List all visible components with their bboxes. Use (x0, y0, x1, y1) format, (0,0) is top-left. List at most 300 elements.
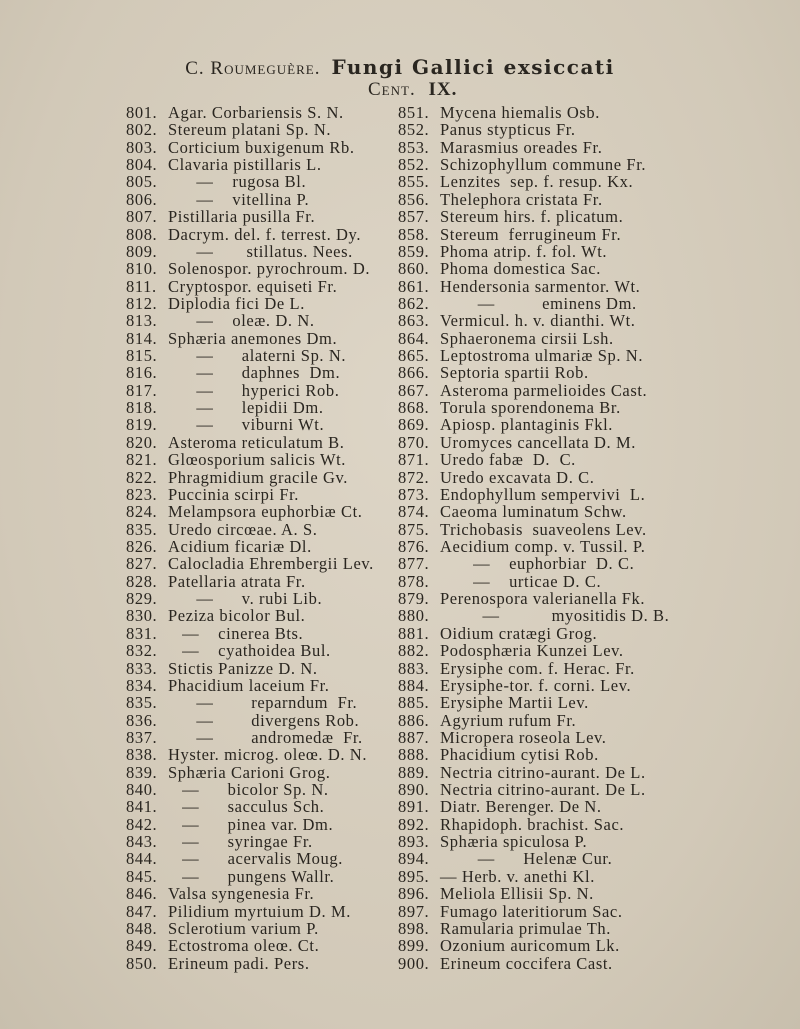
specimen-name: Uredo fabæ D. C. (440, 450, 576, 470)
specimen-number: 811. (126, 276, 157, 296)
specimen-name: — euphorbiar D. C. (440, 554, 635, 574)
list-item (398, 295, 668, 312)
list-item (398, 191, 668, 208)
specimen-name: Stictis Panizze D. N. (168, 658, 318, 678)
specimen-name: Solenospor. pyrochroum. D. (168, 259, 371, 279)
specimen-number: 807. (126, 207, 158, 227)
specimen-number: 855. (398, 172, 430, 192)
list-item (126, 746, 396, 763)
specimen-name: — acervalis Moug. (168, 849, 343, 869)
list-item (126, 260, 396, 277)
specimen-name: Valsa syngenesia Fr. (168, 884, 315, 904)
specimen-number: 847. (126, 901, 158, 921)
specimen-number: 875. (398, 519, 430, 539)
specimen-number: 801. (126, 103, 158, 122)
specimen-number: 867. (398, 380, 430, 400)
specimen-number: 853. (398, 137, 430, 157)
list-item (126, 764, 396, 781)
specimen-number: 818. (126, 398, 158, 418)
specimen-name: Phacidium laceium Fr. (168, 675, 330, 695)
specimen-name: Septoria spartii Rob. (440, 363, 589, 383)
specimen-name: Stereum hirs. f. plicatum. (440, 207, 624, 227)
specimen-number: 841. (126, 797, 158, 817)
specimen-name: — Helenæ Cur. (440, 849, 613, 869)
list-item (398, 121, 668, 138)
list-item (126, 295, 396, 312)
specimen-number: 806. (126, 189, 158, 209)
specimen-number: 815. (126, 346, 158, 366)
specimen-number: 871. (398, 450, 430, 470)
list-item (398, 833, 668, 850)
specimen-name: Lenzites sep. f. resup. Kx. (440, 172, 634, 192)
specimen-name: Mycena hiemalis Osb. (440, 103, 601, 122)
specimen-number: 861. (398, 276, 430, 296)
list-item (126, 555, 396, 572)
list-item (398, 226, 668, 243)
list-item (126, 434, 396, 451)
specimen-name: — vitellina P. (168, 189, 310, 209)
specimen-name: — andromedæ Fr. (168, 727, 363, 747)
specimen-number: 844. (126, 849, 158, 869)
specimen-number: 840. (126, 780, 158, 800)
specimen-number: 816. (126, 363, 158, 383)
list-item (398, 260, 668, 277)
list-item (126, 139, 396, 156)
specimen-name: Podosphæria Kunzei Lev. (440, 641, 624, 661)
specimen-number: 817. (126, 380, 158, 400)
specimen-list-right (398, 104, 668, 972)
list-item (398, 243, 668, 260)
specimen-name: Sphaeronema cirsii Lsh. (440, 328, 614, 348)
specimen-name: Vermicul. h. v. dianthi. Wt. (440, 311, 636, 331)
specimen-name: — rugosa Bl. (168, 172, 307, 192)
list-item (126, 503, 396, 520)
list-item (126, 226, 396, 243)
specimen-number: 876. (398, 536, 430, 556)
list-item (398, 434, 668, 451)
specimen-name: Panus stypticus Fr. (440, 120, 576, 140)
specimen-name: Erysiphe-tor. f. corni. Lev. (440, 675, 632, 695)
specimen-name: Micropera roseola Lev. (440, 727, 607, 747)
list-item (126, 173, 396, 190)
specimen-name: Marasmius oreades Fr. (440, 137, 603, 157)
list-item (398, 399, 668, 416)
collection-title: Fungi Gallici exsiccati (331, 55, 615, 79)
specimen-number: 889. (398, 762, 430, 782)
list-item (126, 903, 396, 920)
specimen-number: 862. (398, 293, 430, 313)
specimen-number: 812. (126, 293, 158, 313)
specimen-name: Ozonium auricomum Lk. (440, 936, 620, 956)
specimen-name: Cryptospor. equiseti Fr. (168, 276, 338, 296)
list-item (126, 243, 396, 260)
specimen-number: 898. (398, 918, 430, 938)
specimen-name: — bicolor Sp. N. (168, 780, 329, 800)
list-item (398, 139, 668, 156)
specimen-number: 868. (398, 398, 430, 418)
specimen-name: Glœosporium salicis Wt. (168, 450, 347, 470)
specimen-name: — urticae D. C. (440, 571, 602, 591)
list-item (398, 816, 668, 833)
list-item (398, 173, 668, 190)
specimen-number: 895. (398, 866, 430, 886)
list-item (398, 590, 668, 607)
specimen-name: Clavaria pistillaris L. (168, 155, 322, 175)
list-item (126, 364, 396, 381)
specimen-number: 869. (398, 415, 430, 435)
specimen-number: 866. (398, 363, 430, 383)
specimen-name: Hendersonia sarmentor. Wt. (440, 276, 641, 296)
specimen-name: — myositidis D. B. (440, 606, 670, 626)
specimen-list-left (126, 104, 396, 972)
list-item (126, 868, 396, 885)
specimen-number: 846. (126, 884, 158, 904)
list-item (398, 573, 668, 590)
specimen-name: Leptostroma ulmariæ Sp. N. (440, 346, 644, 366)
specimen-name: — reparndum Fr. (168, 693, 358, 713)
specimen-number: 892. (398, 814, 430, 834)
specimen-name: — divergens Rob. (168, 710, 360, 730)
specimen-number: 839. (126, 762, 158, 782)
specimen-name: Nectria citrino-aurant. De L. (440, 780, 646, 800)
list-item (126, 486, 396, 503)
specimen-number: 803. (126, 137, 158, 157)
specimen-number: 859. (398, 241, 430, 261)
specimen-number: 851. (398, 103, 430, 122)
specimen-name: — oleæ. D. N. (168, 311, 315, 331)
century-line (368, 79, 457, 101)
specimen-number: 827. (126, 554, 158, 574)
specimen-name: Stereum platani Sp. N. (168, 120, 332, 140)
specimen-number: 873. (398, 484, 430, 504)
list-item (126, 607, 396, 624)
specimen-name: Erysiphe com. f. Herac. Fr. (440, 658, 635, 678)
specimen-name: Schizophyllum commune Fr. (440, 155, 647, 175)
list-item (126, 156, 396, 173)
specimen-name: — Herb. v. anethi Kl. (440, 866, 595, 886)
list-item (126, 642, 396, 659)
list-item (398, 677, 668, 694)
specimen-name: Puccinia scirpi Fr. (168, 484, 300, 504)
specimen-name: — daphnes Dm. (168, 363, 341, 383)
specimen-name: — stillatus. Nees. (168, 241, 353, 261)
list-item (126, 712, 396, 729)
century-number: IX. (428, 79, 458, 100)
specimen-number: 856. (398, 189, 430, 209)
specimen-number: 893. (398, 832, 430, 852)
list-item (126, 451, 396, 468)
specimen-name: Dacrym. del. f. terrest. Dy. (168, 224, 362, 244)
specimen-number: 848. (126, 918, 158, 938)
list-item (398, 312, 668, 329)
specimen-name: Nectria citrino-aurant. De L. (440, 762, 646, 782)
specimen-name: Stereum ferrugineum Fr. (440, 224, 622, 244)
list-item (126, 278, 396, 295)
list-item (126, 781, 396, 798)
specimen-name: Meliola Ellisii Sp. N. (440, 884, 594, 904)
specimen-name: Oidium cratægi Grog. (440, 623, 598, 643)
specimen-name: Acidium ficariæ Dl. (168, 536, 312, 556)
specimen-number: 835. (126, 693, 158, 713)
specimen-number: 843. (126, 832, 158, 852)
list-item (126, 937, 396, 954)
specimen-number: 819. (126, 415, 158, 435)
list-item (126, 191, 396, 208)
list-item (398, 521, 668, 538)
specimen-number: 837. (126, 727, 158, 747)
list-item (126, 469, 396, 486)
list-item (398, 746, 668, 763)
specimen-number: 852. (398, 155, 430, 175)
specimen-name: Calocladia Ehrembergii Lev. (168, 554, 374, 574)
list-item (126, 538, 396, 555)
specimen-name: Aecidium comp. v. Tussil. P. (440, 536, 646, 556)
list-item (398, 607, 668, 624)
list-item (126, 521, 396, 538)
specimen-number: 900. (398, 953, 430, 973)
specimen-name: Diplodia fici De L. (168, 293, 305, 313)
specimen-name: Rhapidoph. brachist. Sac. (440, 814, 625, 834)
specimen-name: — pungens Wallr. (168, 866, 335, 886)
specimen-name: Perenospora valerianella Fk. (440, 589, 646, 609)
list-item (126, 850, 396, 867)
list-item (398, 642, 668, 659)
specimen-name: Corticium buxigenum Rb. (168, 137, 355, 157)
list-item (126, 798, 396, 815)
specimen-name: Phoma domestica Sac. (440, 259, 601, 279)
author-name: C. Roumeguère. (185, 58, 321, 79)
list-item (398, 903, 668, 920)
specimen-name: Melampsora euphorbiæ Ct. (168, 502, 363, 522)
list-item (398, 538, 668, 555)
list-item (126, 816, 396, 833)
specimen-name: Peziza bicolor Bul. (168, 606, 306, 626)
specimen-name: Thelephora cristata Fr. (440, 189, 603, 209)
specimen-number: 829. (126, 589, 158, 609)
specimen-name: — sacculus Sch. (168, 797, 325, 817)
list-item (398, 781, 668, 798)
specimen-number: 874. (398, 502, 430, 522)
list-item (398, 469, 668, 486)
specimen-number: 810. (126, 259, 158, 279)
list-item (398, 798, 668, 815)
list-item (126, 399, 396, 416)
specimen-number: 835. (126, 519, 158, 539)
specimen-number: 890. (398, 780, 430, 800)
specimen-name: — pinea var. Dm. (168, 814, 334, 834)
specimen-number: 865. (398, 346, 430, 366)
specimen-number: 877. (398, 554, 430, 574)
specimen-number: 858. (398, 224, 430, 244)
list-item (126, 694, 396, 711)
list-item (398, 208, 668, 225)
list-item (398, 937, 668, 954)
specimen-name: Erineum coccifera Cast. (440, 953, 613, 973)
specimen-name: — syringae Fr. (168, 832, 313, 852)
specimen-number: 891. (398, 797, 430, 817)
list-item (126, 660, 396, 677)
specimen-name: Phoma atrip. f. fol. Wt. (440, 241, 608, 261)
list-item (398, 416, 668, 433)
list-item (398, 764, 668, 781)
specimen-name: Torula sporendonema Br. (440, 398, 621, 418)
list-item (398, 330, 668, 347)
list-item (126, 625, 396, 642)
specimen-name: — eminens Dm. (440, 293, 637, 313)
specimen-number: 852. (398, 120, 430, 140)
century-label: Cent. (368, 79, 416, 100)
list-item (398, 868, 668, 885)
list-item (126, 920, 396, 937)
specimen-name: — hyperici Rob. (168, 380, 340, 400)
specimen-number: 831. (126, 623, 158, 643)
specimen-name: Endophyllum sempervivi L. (440, 484, 646, 504)
specimen-name: Fumago lateritiorum Sac. (440, 901, 623, 921)
specimen-name: Sphæria spiculosa P. (440, 832, 588, 852)
list-item (398, 885, 668, 902)
specimen-number: 888. (398, 745, 430, 765)
list-item (398, 555, 668, 572)
specimen-name: Sclerotium varium P. (168, 918, 319, 938)
specimen-number: 880. (398, 606, 430, 626)
specimen-number: 805. (126, 172, 158, 192)
specimen-number: 822. (126, 467, 158, 487)
list-item (126, 104, 396, 121)
list-item (126, 885, 396, 902)
specimen-name: Phacidium cytisi Rob. (440, 745, 599, 765)
specimen-name: — viburni Wt. (168, 415, 325, 435)
specimen-name: Pistillaria pusilla Fr. (168, 207, 316, 227)
list-item (398, 503, 668, 520)
specimen-number: 894. (398, 849, 430, 869)
list-item (126, 573, 396, 590)
specimen-name: — cinerea Bts. (168, 623, 304, 643)
list-item (398, 156, 668, 173)
specimen-name: Erysiphe Martii Lev. (440, 693, 589, 713)
specimen-number: 808. (126, 224, 158, 244)
list-item (398, 486, 668, 503)
list-item (126, 729, 396, 746)
specimen-name: Uromyces cancellata D. M. (440, 432, 636, 452)
specimen-number: 804. (126, 155, 158, 175)
specimen-name: Sphæria anemones Dm. (168, 328, 338, 348)
list-item (126, 347, 396, 364)
specimen-name: Agar. Corbariensis S. N. (168, 103, 344, 122)
list-item (398, 451, 668, 468)
list-item (126, 382, 396, 399)
list-item (398, 694, 668, 711)
specimen-name: Caeoma luminatum Schw. (440, 502, 627, 522)
specimen-number: 870. (398, 432, 430, 452)
specimen-name: Ramularia primulae Th. (440, 918, 611, 938)
specimen-name: Asteroma parmelioides Cast. (440, 380, 648, 400)
specimen-name: Pilidium myrtuium D. M. (168, 901, 351, 921)
specimen-number: 864. (398, 328, 430, 348)
specimen-number: 814. (126, 328, 158, 348)
specimen-name: Uredo circœae. A. S. (168, 519, 318, 539)
list-item (126, 833, 396, 850)
specimen-number: 802. (126, 120, 158, 140)
list-item (398, 920, 668, 937)
specimen-name: Uredo excavata D. C. (440, 467, 595, 487)
specimen-number: 883. (398, 658, 430, 678)
specimen-number: 887. (398, 727, 430, 747)
specimen-number: 833. (126, 658, 158, 678)
specimen-number: 823. (126, 484, 158, 504)
specimen-name: Apiosp. plantaginis Fkl. (440, 415, 613, 435)
list-item (126, 955, 396, 972)
list-item (126, 312, 396, 329)
specimen-number: 836. (126, 710, 158, 730)
specimen-number: 872. (398, 467, 430, 487)
list-item (126, 330, 396, 347)
list-item (398, 364, 668, 381)
list-item (398, 955, 668, 972)
specimen-number: 821. (126, 450, 158, 470)
specimen-number: 885. (398, 693, 430, 713)
specimen-number: 879. (398, 589, 430, 609)
list-item (126, 208, 396, 225)
specimen-name: Diatr. Berenger. De N. (440, 797, 602, 817)
specimen-number: 882. (398, 641, 430, 661)
specimen-name: Hyster. microg. oleœ. D. N. (168, 745, 368, 765)
specimen-number: 857. (398, 207, 430, 227)
list-item (398, 660, 668, 677)
specimen-number: 832. (126, 641, 158, 661)
specimen-number: 878. (398, 571, 430, 591)
specimen-number: 828. (126, 571, 158, 591)
specimen-number: 842. (126, 814, 158, 834)
specimen-name: — cyathoidea Bul. (168, 641, 331, 661)
list-item (126, 590, 396, 607)
list-item (398, 347, 668, 364)
specimen-name: Trichobasis suaveolens Lev. (440, 519, 647, 539)
specimen-number: 886. (398, 710, 430, 730)
list-item (398, 382, 668, 399)
specimen-number: 899. (398, 936, 430, 956)
list-item (398, 712, 668, 729)
list-item (126, 416, 396, 433)
specimen-name: Asteroma reticulatum B. (168, 432, 345, 452)
specimen-number: 820. (126, 432, 158, 452)
specimen-name: Sphæria Carioni Grog. (168, 762, 331, 782)
specimen-number: 826. (126, 536, 158, 556)
specimen-number: 860. (398, 259, 430, 279)
specimen-name: — lepidii Dm. (168, 398, 324, 418)
list-item (126, 121, 396, 138)
specimen-number: 813. (126, 311, 158, 331)
specimen-number: 863. (398, 311, 430, 331)
specimen-number: 897. (398, 901, 430, 921)
list-item (398, 278, 668, 295)
specimen-number: 849. (126, 936, 158, 956)
specimen-name: Patellaria atrata Fr. (168, 571, 306, 591)
specimen-number: 838. (126, 745, 158, 765)
specimen-number: 884. (398, 675, 430, 695)
specimen-name: Phragmidium gracile Gv. (168, 467, 348, 487)
list-item (398, 104, 668, 121)
specimen-name: Erineum padi. Pers. (168, 953, 310, 973)
specimen-number: 881. (398, 623, 430, 643)
specimen-number: 809. (126, 241, 158, 261)
list-item (126, 677, 396, 694)
specimen-number: 896. (398, 884, 430, 904)
specimen-name: — v. rubi Lib. (168, 589, 323, 609)
list-item (398, 625, 668, 642)
specimen-name: Ectostroma oleœ. Ct. (168, 936, 320, 956)
specimen-name: — alaterni Sp. N. (168, 346, 347, 366)
list-item (398, 729, 668, 746)
